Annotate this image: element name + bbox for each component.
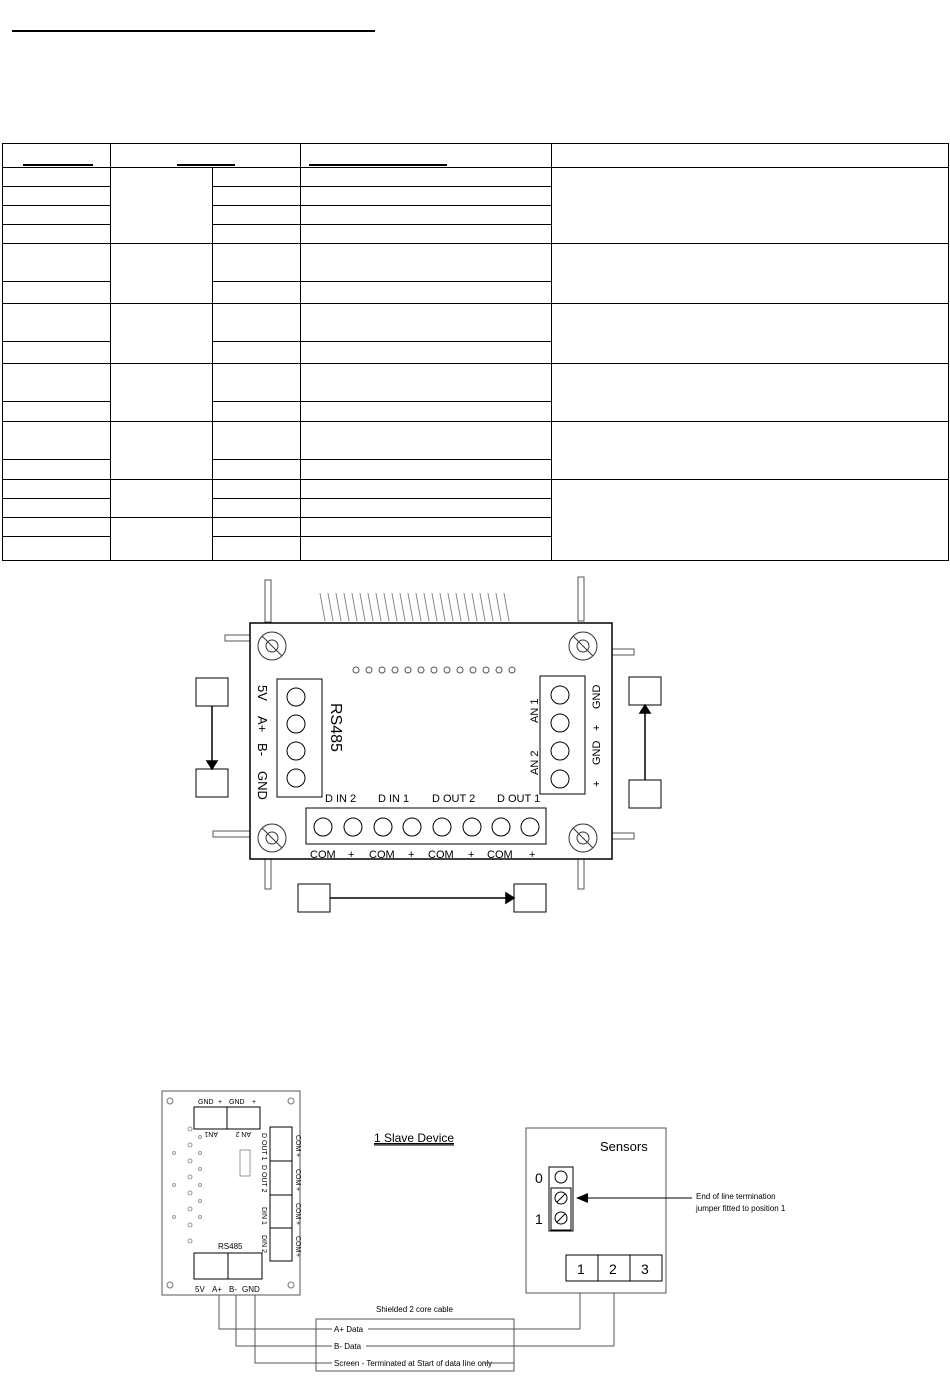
slave-side-terminal: COM [294,1135,301,1152]
digital-connector [306,808,546,844]
arrow-down-icon [207,761,217,769]
table-row [3,304,949,342]
digital-terminal-label: COM [487,849,513,861]
rs485-pin-label: B- [255,743,270,756]
callout-box [629,677,661,705]
slave-side-terminal: + [294,1153,301,1158]
digital-label: D OUT 1 [497,793,541,805]
analog-pin-label: GND [591,684,603,709]
digital-terminal-label: + [408,849,415,861]
slave-side-label: D OUT 2 [260,1165,267,1193]
terminal-number: 2 [609,1261,617,1277]
slave-side-terminal: + [294,1253,301,1258]
digital-label: D IN 1 [378,793,410,805]
mounting-hole-icon [569,824,597,852]
cable-line-label: A+ Data [334,1325,364,1334]
slave-bottom-pin: B- [229,1285,237,1294]
wiring-diagram [0,1085,950,1380]
callout-box [196,769,228,797]
rs485-title: RS485 [327,703,344,752]
mounting-hole-icon [258,824,286,852]
callout-box [514,884,546,912]
analog-connector [540,676,585,794]
mounting-hole-icon [258,632,286,660]
jumper-note: jumper fitted to position 1 [696,1204,786,1213]
slave-side-label: DIN 1 [260,1207,267,1225]
slave-bottom-pin: GND [242,1285,260,1294]
arrow-right-icon [506,893,514,903]
table-row [3,480,949,499]
digital-terminal-label: + [348,849,355,861]
slave-top-pin: GND [229,1099,245,1106]
terminal-number: 3 [641,1261,649,1277]
specification-table [2,143,949,561]
table-header-row [3,144,949,168]
slave-analog-label: AN1 [204,1130,218,1137]
terminal-number: 1 [577,1261,585,1277]
header-cell [3,144,111,168]
table-row [3,422,949,460]
title-underline [12,30,375,32]
cable-line-label: Screen - Terminated at Start of data line only [334,1359,493,1368]
digital-label: D IN 2 [325,793,357,805]
slave-top-pin: GND [198,1099,214,1106]
analog-label-an1: AN 1 [529,698,541,723]
digital-label: D OUT 2 [432,793,476,805]
digital-terminal-label: COM [428,849,454,861]
analog-pin-label: GND [591,740,603,765]
slave-chip [240,1150,250,1176]
header-cell [552,144,949,168]
jumper-position-label: 0 [535,1170,543,1186]
slave-side-terminal: + [294,1187,301,1192]
analog-pin-label: + [591,780,603,787]
jumper-note: End of line termination [696,1192,776,1201]
ribbon-cable [320,593,509,621]
cable-title: Shielded 2 core cable [376,1305,453,1314]
header-cell [111,144,301,168]
callout-box [629,780,661,808]
rs485-pin-label: GND [255,771,270,800]
cable-wires [219,1293,614,1363]
table-row [3,244,949,282]
slave-side-terminal: COM [294,1236,301,1253]
mounting-hole-icon [569,632,597,660]
rs485-connector [277,679,322,797]
header-cell [301,144,552,168]
slave-device-title: 1 Slave Device [374,1131,455,1145]
slave-top-pin: + [218,1099,223,1106]
slave-bottom-pin: 5V [195,1285,205,1294]
slave-bottom-pin: A+ [212,1285,223,1294]
slave-side-terminal: COM [294,1169,301,1186]
arrow-up-icon [640,705,650,713]
io-board-diagram [0,575,950,920]
slave-digital-connector [270,1127,292,1261]
slave-side-terminal: + [294,1221,301,1226]
cable-line-label: B- Data [334,1342,362,1351]
rs485-pin-label: A+ [255,716,270,733]
digital-terminal-label: COM [310,849,336,861]
sensors-title: Sensors [600,1139,648,1154]
analog-pin-label: + [591,724,603,731]
rs485-pin-label: 5V [255,685,270,701]
table-row [3,364,949,402]
slave-side-label: DIN 2 [260,1235,267,1253]
callout-box [298,884,330,912]
digital-terminal-label: + [468,849,475,861]
analog-label-an2: AN 2 [529,750,541,775]
digital-terminal-label: COM [369,849,395,861]
jumper-position-label: 1 [535,1211,543,1227]
slave-analog-label: AN 2 [235,1130,251,1137]
table-row [3,168,949,187]
digital-terminal-label: + [529,849,536,861]
callout-box [196,678,228,706]
slave-side-terminal: COM [294,1203,301,1220]
slave-rs485-label: RS485 [218,1242,243,1251]
slave-side-label: D OUT 1 [260,1133,267,1161]
slave-top-pin: + [252,1099,257,1106]
